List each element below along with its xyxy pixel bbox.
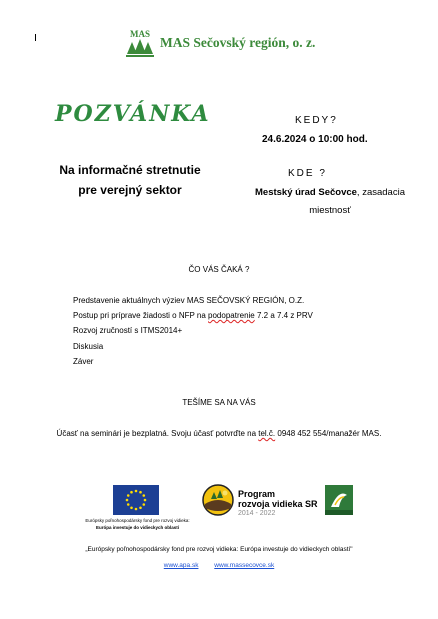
prv-years: 2014 - 2022 — [238, 510, 276, 517]
where-venue-rest: , zasadacia — [356, 187, 405, 198]
leader-logo-icon — [325, 485, 353, 515]
org-name: MAS Sečovský región, o. z. — [160, 35, 316, 50]
link-massecovce[interactable]: www.massecovce.sk — [214, 562, 275, 569]
prv-title-line-2: rozvoja vidieka SR — [238, 499, 318, 509]
invitation-title: POZVÁNKA — [55, 101, 211, 127]
closing-greeting: TEŠÍME SA NA VÁS — [182, 398, 256, 407]
where-venue: Mestský úrad Sečovce — [255, 187, 357, 198]
eu-caption-line-2: Európa investuje do vidieckych oblastí — [95, 524, 180, 530]
footer-links — [0, 562, 438, 569]
where-label: KDE ? — [288, 168, 327, 179]
eu-star-icon — [127, 503, 130, 506]
eu-star-icon — [126, 499, 129, 502]
phone-abbrev: tel.č. — [258, 429, 276, 438]
prv-title — [238, 489, 318, 509]
footer-tagline: „Európsky poľnohospodársky fond pre rozvoj vidieka: Európa investuje do vidieckych oblastí" — [85, 546, 353, 553]
participation-note: Účasť na seminári je bezplatná. Svoju účasť potvrďte na tel.č. 0948 452 554/manažér MAS. — [56, 429, 382, 438]
agenda-title: ČO VÁS ČAKÁ ? — [188, 265, 250, 274]
invitation-intro — [40, 160, 220, 200]
agenda-item: Rozvoj zručností s ITMS2014+ — [73, 326, 183, 336]
eu-star-icon — [139, 491, 142, 494]
intro-line-2: pre verejný sektor — [78, 183, 182, 197]
mas-logo-letters: MAS — [130, 29, 150, 39]
agenda-item: Postup pri príprave žiadosti o NFP na podopatrenie 7.2 a 7.4 z PRV — [73, 311, 313, 321]
agenda-item: Diskusia — [73, 341, 104, 351]
when-label: KEDY? — [295, 115, 338, 126]
where-room: miestnosť — [309, 205, 351, 216]
spellcheck-word: podopatrenie — [208, 311, 255, 321]
prv-logo-icon — [202, 484, 234, 516]
eu-star-icon — [135, 508, 138, 511]
eu-star-icon — [139, 506, 142, 509]
eu-star-icon — [130, 491, 133, 494]
agenda-item: Záver — [73, 356, 94, 366]
eu-fund-caption — [80, 518, 195, 531]
agenda-item: Predstavenie aktuálnych výziev MAS SEČOVSKÝ REGIÓN, O.Z. — [73, 296, 305, 305]
agenda-list — [73, 293, 313, 369]
mas-logo-icon — [122, 27, 158, 61]
intro-line-1: Na informačné stretnutie — [59, 163, 201, 177]
eu-flag-icon — [113, 485, 159, 515]
prv-title-line-1: Program — [238, 489, 276, 499]
eu-star-icon — [135, 490, 138, 493]
eu-star-icon — [130, 506, 133, 509]
eu-star-icon — [142, 503, 145, 506]
eu-star-icon — [127, 494, 130, 497]
text-cursor — [35, 34, 36, 41]
where-value — [235, 184, 425, 220]
eu-star-icon — [144, 499, 147, 502]
when-value: 24.6.2024 o 10:00 hod. — [262, 134, 368, 145]
eu-caption-line-1: Európsky poľnohospodársky fond pre rozvoj vidieka: — [85, 518, 190, 523]
link-apa[interactable]: www.apa.sk — [163, 562, 199, 569]
eu-star-icon — [142, 494, 145, 497]
